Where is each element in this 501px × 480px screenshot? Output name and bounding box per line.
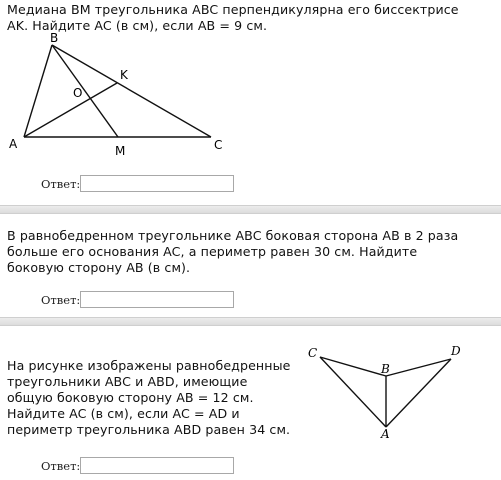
task-2 xyxy=(0,214,501,317)
label-m: M xyxy=(115,144,126,158)
task-1-figure xyxy=(0,0,501,170)
label-o: O xyxy=(73,86,83,100)
label-c: C xyxy=(214,138,223,152)
label-a: A xyxy=(9,137,18,151)
side-da xyxy=(386,359,451,427)
separator-1 xyxy=(0,205,501,214)
label-b: B xyxy=(50,31,59,45)
answer-input-1[interactable] xyxy=(80,175,234,192)
side-ca xyxy=(320,357,386,427)
label-c2: C xyxy=(308,346,318,360)
label-b2: B xyxy=(381,362,390,376)
label-a2: A xyxy=(381,427,390,441)
answer-label-1: Ответ: xyxy=(41,177,81,191)
separator-2 xyxy=(0,317,501,326)
task-1 xyxy=(0,0,501,205)
answer-label-2: Ответ: xyxy=(41,293,81,307)
median-bm xyxy=(52,45,118,137)
task-3-text: На рисунке изображены равнобедренные треугольники ABC и ABD, имеющие общую боковую сторону AB = 12 см. Найдите AC (в см), если AC = AD и периметр треугольника ABD равен 34 см. xyxy=(7,358,291,437)
task-3 xyxy=(0,326,501,480)
answer-input-2[interactable] xyxy=(80,291,234,308)
task-1-text: Медиана BM треугольника ABC перпендикулярна его биссектрисе AK. Найдите AC (в см), если AB = 9 см. xyxy=(7,2,459,33)
label-d2: D xyxy=(451,344,461,358)
task-3-figure xyxy=(0,326,501,480)
label-k: K xyxy=(120,68,128,82)
answer-input-3[interactable] xyxy=(80,457,234,474)
side-bd xyxy=(386,359,451,376)
answer-label-3: Ответ: xyxy=(41,459,81,473)
task-2-text: В равнобедренном треугольнике ABC боковая сторона AB в 2 раза больше его основания AC, а периметр равен 30 см. Найдите боковую сторону AB (в см). xyxy=(7,228,459,275)
